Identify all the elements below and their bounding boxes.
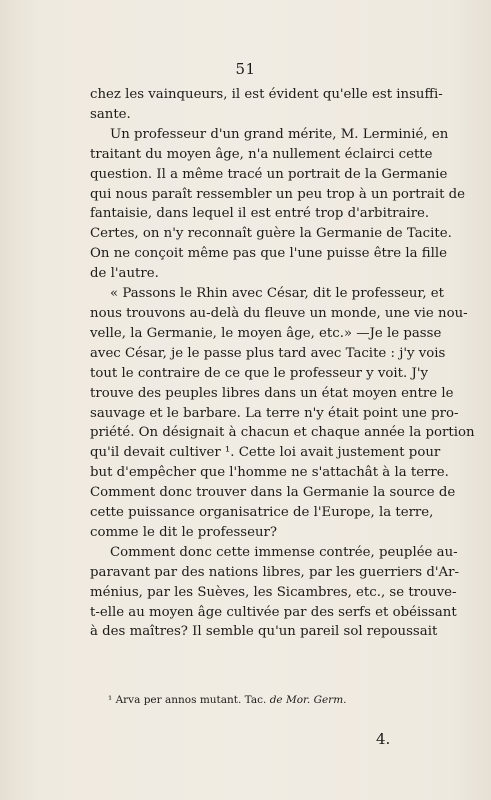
footnote-source: de Mor. Germ.: [269, 694, 347, 706]
text-line: nous trouvons au-delà du fleuve un monde, une vie nou-: [90, 305, 468, 321]
text-line: qu'il devait cultiver ¹. Cette loi avait justement pour: [90, 445, 441, 461]
paragraph-3: [90, 284, 475, 543]
text-line: qui nous paraît ressembler un peu trop à un portrait de: [90, 186, 466, 202]
text-line: Comment donc cette immense contrée, peuplée au-: [110, 544, 458, 560]
text-line: ménius, par les Suèves, les Sicambres, etc., se trouve-: [90, 584, 457, 600]
text-line: Un professeur d'un grand mérite, M. Lerminié, en: [110, 126, 449, 142]
text-line: Comment donc trouver dans la Germanie la source de: [90, 485, 456, 501]
footnote: [108, 693, 408, 707]
text-line: de l'autre.: [90, 266, 159, 282]
text-line: cette puissance organisatrice de l'Europe, la terre,: [90, 505, 434, 521]
text-line: sante.: [90, 106, 131, 122]
text-line: sauvage et le barbare. La terre n'y était point une pro-: [90, 405, 459, 421]
text-line: tout le contraire de ce que le professeur y voit. J'y: [90, 365, 428, 381]
text-line: paravant par des nations libres, par les guerriers d'Ar-: [90, 564, 459, 580]
footnote-marker: ¹: [108, 694, 113, 706]
text-line: avec César, je le passe plus tard avec Tacite : j'y vois: [90, 345, 446, 361]
text-line: question. Il a même tracé un portrait de la Germanie: [90, 166, 448, 182]
text-line: traitant du moyen âge, n'a nullement éclairci cette: [90, 146, 433, 162]
page-number: 51: [235, 60, 256, 78]
body-text: [90, 85, 475, 642]
text-line: velle, la Germanie, le moyen âge, etc.» —Je le passe: [90, 325, 442, 341]
text-line: comme le dit le professeur?: [90, 524, 278, 540]
footnote-text: Arva per annos mutant. Tac.: [115, 694, 267, 706]
paragraph-1: [90, 85, 443, 125]
paragraph-2: [90, 125, 466, 284]
text-line: On ne conçoit même pas que l'une puisse être la fille: [90, 246, 448, 262]
text-line: but d'empêcher que l'homme ne s'attachât à la terre.: [90, 465, 449, 481]
text-line: fantaisie, dans lequel il est entré trop d'arbitraire.: [90, 206, 430, 222]
text-line: à des maîtres? Il semble qu'un pareil sol repoussait: [90, 624, 438, 640]
text-line: trouve des peuples libres dans un état moyen entre le: [90, 385, 454, 401]
text-line: chez les vainqueurs, il est évident qu'elle est insuffi-: [90, 87, 443, 102]
text-line: priété. On désignait à chacun et chaque année la portion: [90, 425, 475, 441]
text-line: Certes, on n'y reconnaît guère la Germanie de Tacite.: [90, 226, 452, 242]
paragraph-4: [90, 543, 459, 643]
text-line: t-elle au moyen âge cultivée par des serfs et obéissant: [90, 604, 457, 620]
text-line: « Passons le Rhin avec César, dit le professeur, et: [110, 286, 444, 302]
signature-mark: 4.: [376, 730, 391, 748]
